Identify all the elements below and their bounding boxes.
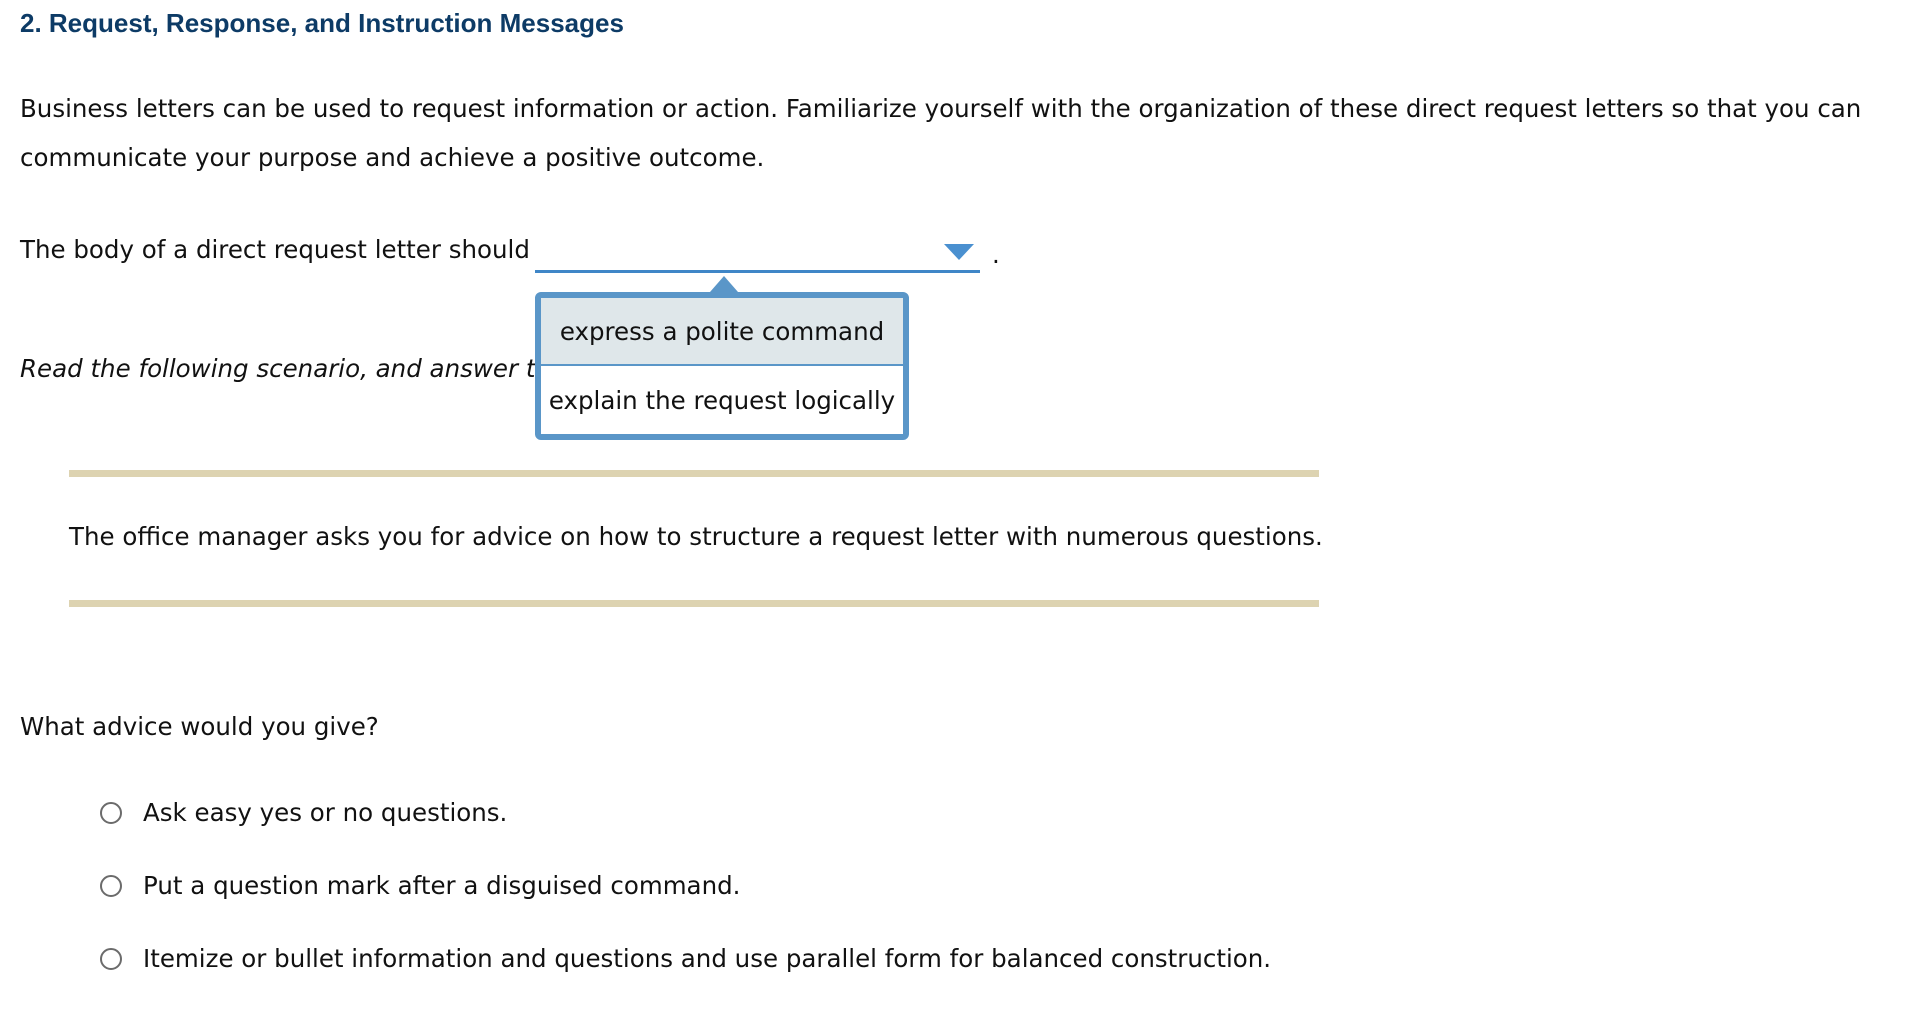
scenario-instruction: Read the following scenario, and answer t <box>20 354 536 383</box>
radio-button[interactable] <box>100 948 122 970</box>
section-title: 2. Request, Response, and Instruction Messages <box>20 8 624 38</box>
dropdown-pointer-icon <box>710 276 738 292</box>
question-1-period: . <box>992 240 1000 269</box>
dropdown-option-explain-request[interactable]: explain the request logically <box>548 385 896 415</box>
scenario-text: The office manager asks you for advice on how to structure a request letter with numerous questions. <box>69 522 1323 551</box>
caret-down-icon[interactable] <box>944 244 974 260</box>
answer-option-1-label[interactable]: Ask easy yes or no questions. <box>143 798 508 827</box>
answer-option-2-label[interactable]: Put a question mark after a disguised command. <box>143 871 741 900</box>
answer-option-2[interactable] <box>100 871 740 900</box>
answer-option-3-label[interactable]: Itemize or bullet information and questions and use parallel form for balanced construction. <box>143 944 1272 973</box>
dropdown-option-polite-command[interactable]: express a polite command <box>541 298 903 366</box>
question-1-prefix: The body of a direct request letter should <box>20 235 530 264</box>
radio-button[interactable] <box>100 802 122 824</box>
scenario-bottom-divider <box>69 600 1319 607</box>
body-dropdown-select[interactable] <box>535 230 980 273</box>
radio-button[interactable] <box>100 875 122 897</box>
scenario-top-divider <box>69 470 1319 477</box>
answer-option-1[interactable] <box>100 798 507 827</box>
question-2-prompt: What advice would you give? <box>20 712 379 741</box>
answer-option-3[interactable] <box>100 944 1271 973</box>
dropdown-options-panel <box>535 292 909 440</box>
intro-paragraph: Business letters can be used to request information or action. Familiarize yourself with the organization of these direct request letters so that you can communicate your purpose and achieve a positive outcome. <box>20 94 1862 172</box>
